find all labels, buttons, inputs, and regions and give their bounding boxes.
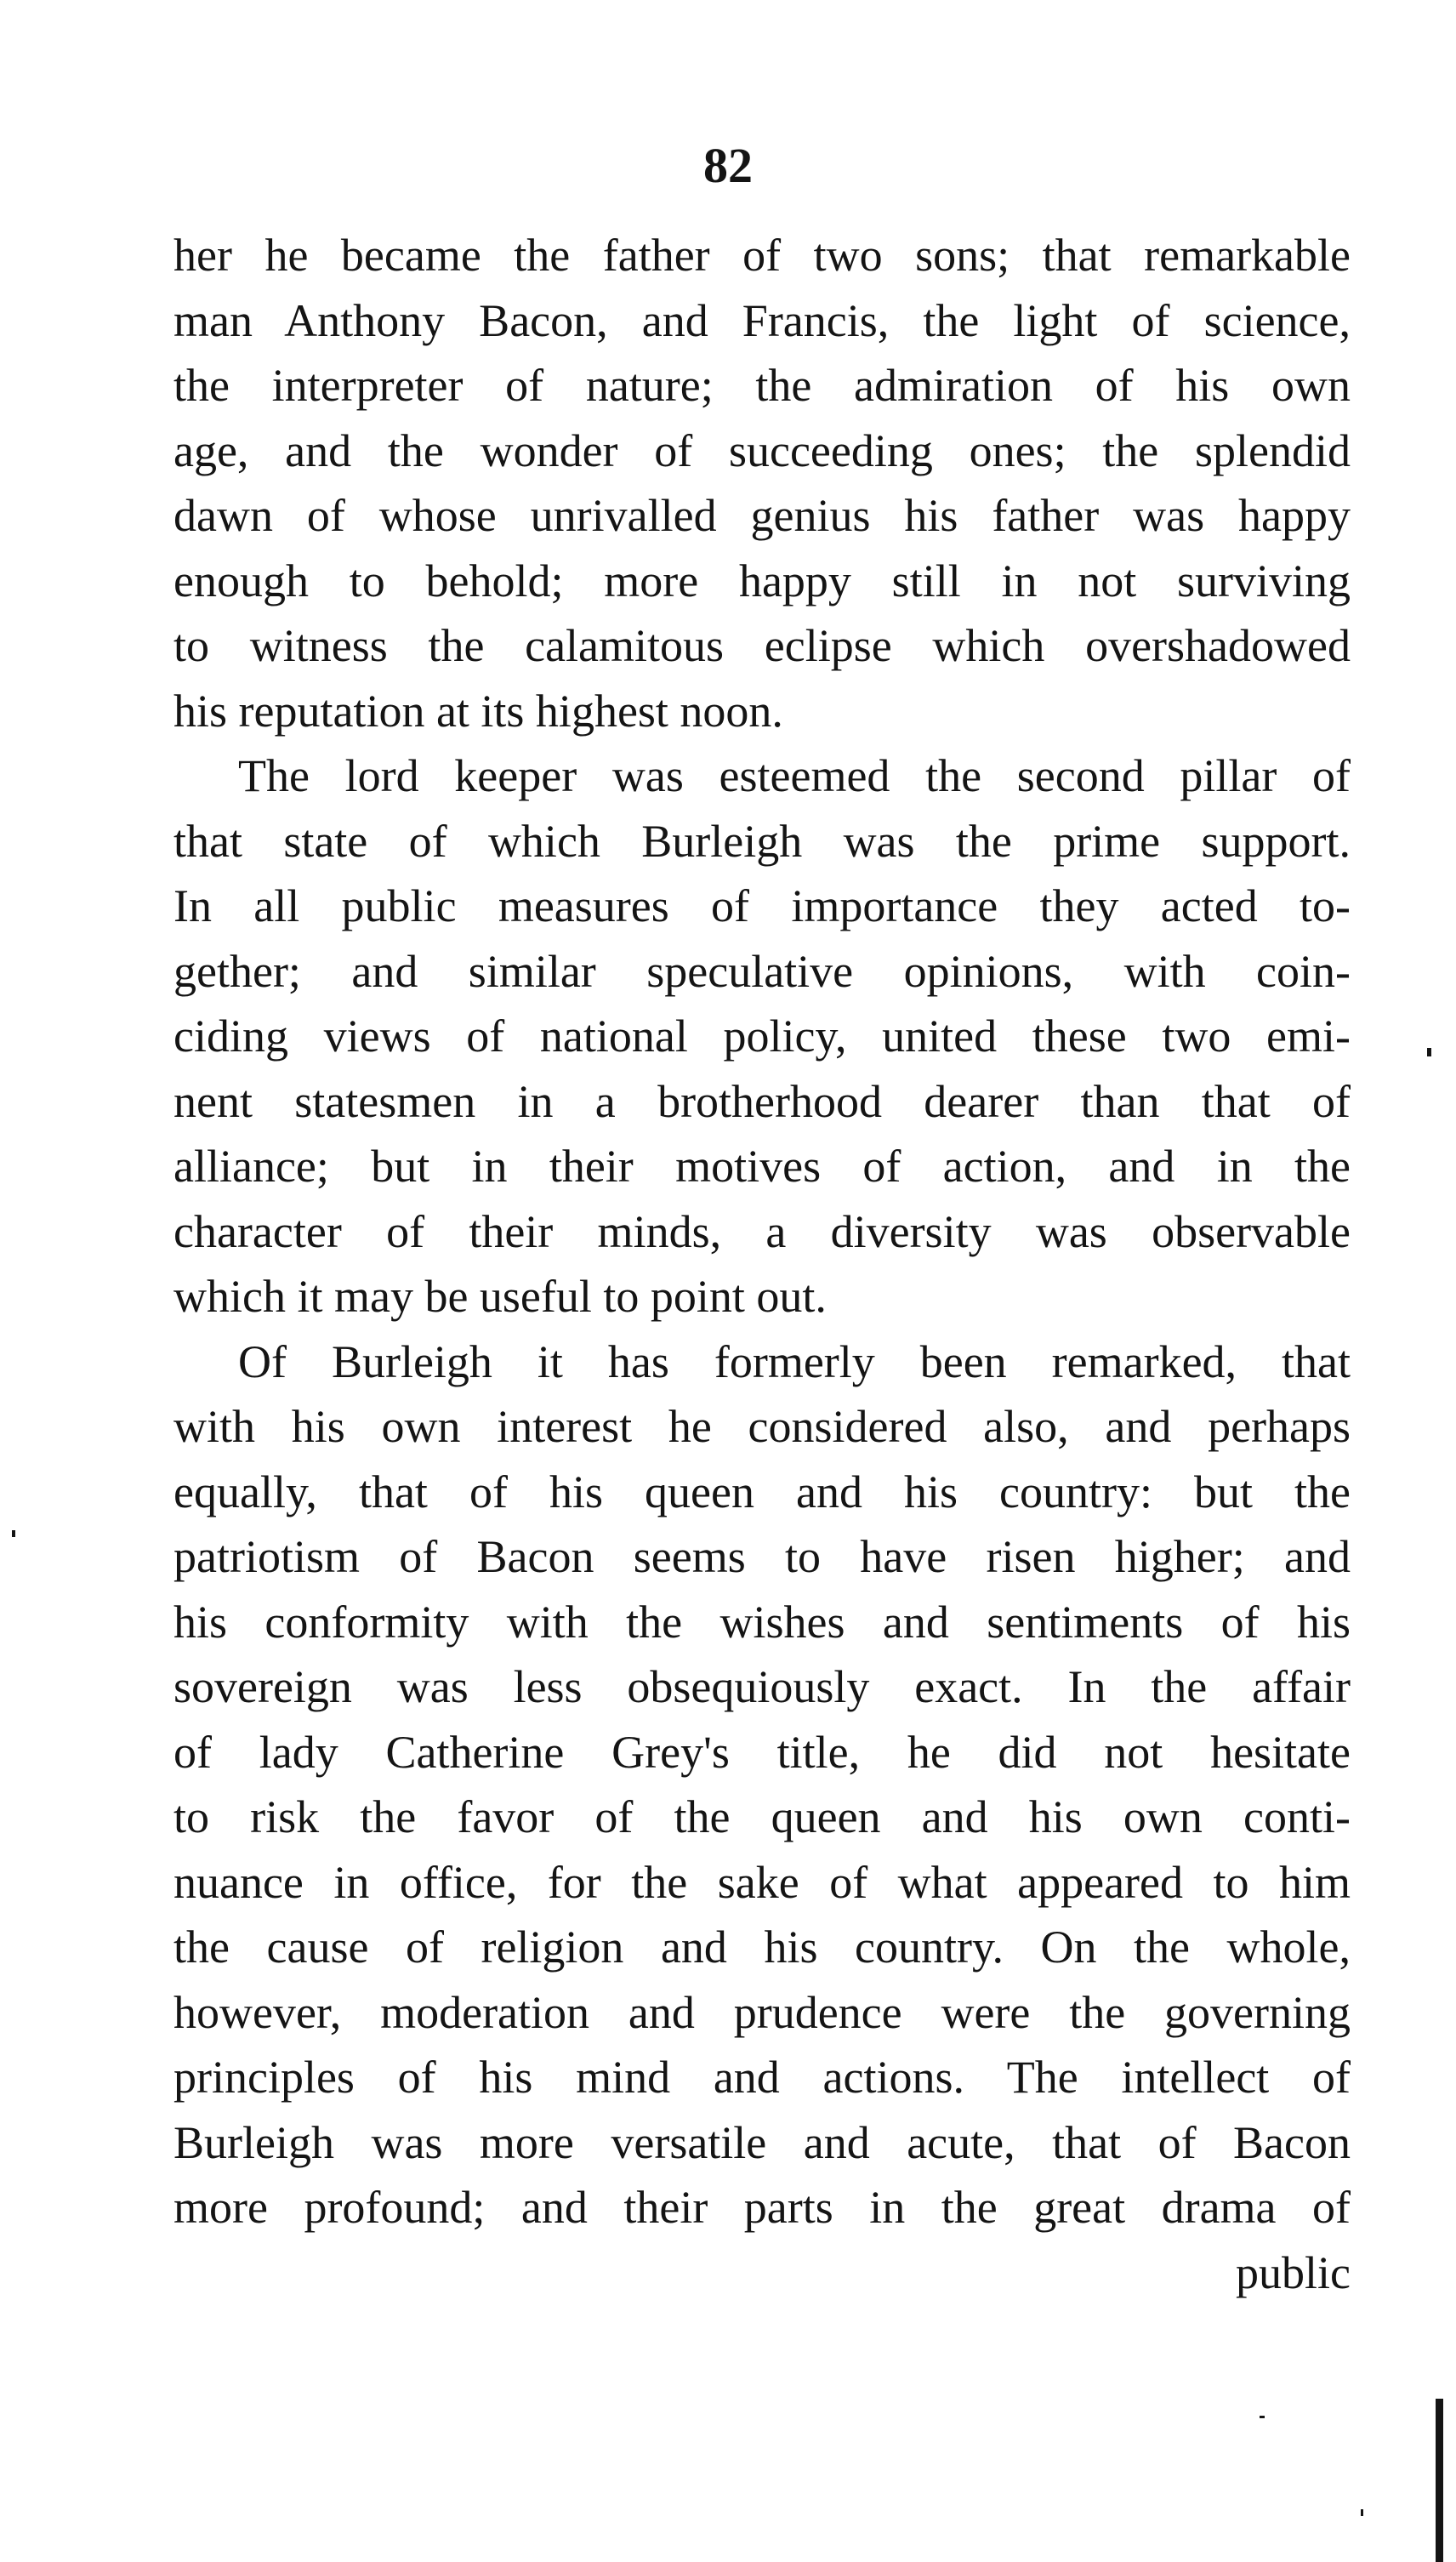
- text-line: the interpreter of nature; the admiration of his own: [173, 360, 1351, 411]
- margin-speck: [1361, 2509, 1363, 2516]
- paragraph-3: [173, 1329, 1351, 2240]
- text-line: Of Burleigh it has formerly been remarked, that: [238, 1335, 1351, 1387]
- text-line: nuance in office, for the sake of what appeared to him: [173, 1856, 1351, 1908]
- text-line: man Anthony Bacon, and Francis, the light of science,: [173, 294, 1351, 346]
- page-number: 82: [703, 138, 753, 193]
- text-line: the cause of religion and his country. On the whole,: [173, 1922, 1351, 1973]
- text-line: however, moderation and prudence were the governing: [173, 1986, 1351, 2038]
- text-line: with his own interest he considered also, and perhaps: [173, 1401, 1351, 1452]
- text-line: patriotism of Bacon seems to have risen higher; and: [173, 1531, 1351, 1582]
- text-line: to witness the calamitous eclipse which overshadowed: [173, 620, 1351, 671]
- body-text: [173, 223, 1351, 2305]
- text-line: his reputation at its highest noon.: [173, 685, 783, 737]
- text-line: that state of which Burleigh was the prime support.: [173, 815, 1351, 867]
- paragraph-1: [173, 223, 1351, 743]
- text-line: nent statesmen in a brotherhood dearer than that of: [173, 1075, 1351, 1127]
- text-line: The lord keeper was esteemed the second pillar of: [238, 750, 1351, 801]
- text-line: alliance; but in their motives of action, and in the: [173, 1141, 1351, 1192]
- text-line: to risk the favor of the queen and his own conti-: [173, 1791, 1351, 1842]
- text-line: principles of his mind and actions. The intellect of: [173, 2052, 1351, 2103]
- text-line: which it may be useful to point out.: [173, 1271, 827, 1322]
- margin-speck: [1260, 2416, 1265, 2418]
- margin-speck: [1427, 1048, 1431, 1056]
- text-line: ciding views of national policy, united these two emi-: [173, 1011, 1351, 1062]
- text-line: gether; and similar speculative opinions, with coin-: [173, 945, 1351, 997]
- paragraph-2: [173, 743, 1351, 1329]
- text-line: dawn of whose unrivalled genius his father was happy: [173, 490, 1351, 541]
- text-line: his conformity with the wishes and sentiments of his: [173, 1596, 1351, 1648]
- text-line: sovereign was less obsequiously exact. In the affair: [173, 1661, 1351, 1712]
- text-line: age, and the wonder of succeeding ones; the splendid: [173, 424, 1351, 476]
- catchword: public: [1236, 2246, 1351, 2298]
- margin-speck: [12, 1530, 15, 1537]
- text-line: In all public measures of importance they acted to-: [173, 880, 1351, 931]
- text-line: her he became the father of two sons; that remarkable: [173, 230, 1351, 281]
- text-line: equally, that of his queen and his country: but the: [173, 1466, 1351, 1517]
- text-line: of lady Catherine Grey's title, he did not hesitate: [173, 1726, 1351, 1778]
- text-line: character of their minds, a diversity was observable: [173, 1205, 1351, 1257]
- text-line: more profound; and their parts in the great drama of: [173, 2182, 1351, 2233]
- text-line: Burleigh was more versatile and acute, that of Bacon: [173, 2116, 1351, 2168]
- page-edge-mark: [1436, 2399, 1443, 2562]
- text-line: enough to behold; more happy still in not surviving: [173, 555, 1351, 606]
